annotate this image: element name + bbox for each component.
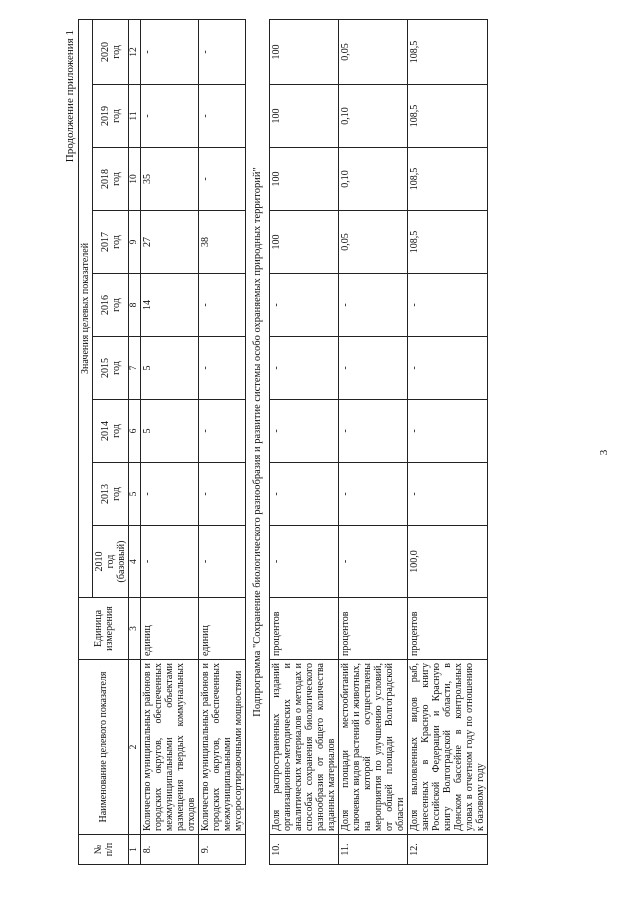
value-cell: - [270, 526, 339, 598]
value-cell: - [141, 19, 199, 84]
column-index: 9 [129, 211, 141, 274]
value-cell: - [199, 274, 246, 337]
value-cell: - [141, 526, 199, 598]
column-index: 10 [129, 148, 141, 211]
header-no: № п/п [79, 835, 129, 865]
column-index: 2 [129, 660, 141, 835]
header-year: 2019 год [93, 85, 129, 148]
value-cell: - [199, 85, 246, 148]
row-number: 8. [141, 835, 199, 865]
value-cell: 100 [270, 85, 339, 148]
row-number: 10. [270, 835, 339, 865]
continuation-label: Продолжение приложения 1 [64, 30, 76, 163]
subprogram-section [246, 19, 270, 864]
value-cell: - [339, 400, 408, 463]
header-row-1 [79, 19, 93, 864]
value-cell: - [339, 526, 408, 598]
row-number: 11. [339, 835, 408, 865]
table-row [199, 19, 246, 864]
header-year: 2010 год (базовый) [93, 526, 129, 598]
row-number: 12. [408, 835, 488, 865]
value-cell: - [270, 400, 339, 463]
column-index: 1 [129, 835, 141, 865]
indicators-table [78, 19, 488, 865]
value-cell: 100,0 [408, 526, 488, 598]
header-name: Наименование целевого показателя [79, 660, 129, 835]
value-cell: - [199, 400, 246, 463]
value-cell: - [408, 400, 488, 463]
header-year: 2020 год [93, 19, 129, 84]
value-cell: 35 [141, 148, 199, 211]
indicator-name: Количество муниципальных районов и городских округов, обеспеченных межмуниципальными мусоросортировочными мощностями [199, 660, 246, 835]
value-cell: - [339, 337, 408, 400]
header-year: 2015 год [93, 337, 129, 400]
value-cell: - [270, 274, 339, 337]
table-body-2 [270, 19, 488, 864]
value-cell: 108,5 [408, 85, 488, 148]
value-cell: 108,5 [408, 211, 488, 274]
header-index-row [129, 19, 141, 864]
indicator-name: Количество муниципальных районов и городских округов, обеспеченных межмуниципальными объектами размещения твердых коммунальных отходов [141, 660, 199, 835]
value-cell: - [141, 463, 199, 526]
value-cell: - [339, 463, 408, 526]
value-cell: - [199, 463, 246, 526]
unit-cell: процентов [270, 598, 339, 660]
header-values-group: Значения целевых показателей [79, 19, 93, 597]
value-cell: 100 [270, 211, 339, 274]
value-cell: - [339, 274, 408, 337]
table-row [141, 19, 199, 864]
subprogram-row [246, 19, 270, 864]
value-cell: - [141, 85, 199, 148]
value-cell: - [270, 463, 339, 526]
table-row [270, 19, 339, 864]
value-cell: - [199, 526, 246, 598]
column-index: 8 [129, 274, 141, 337]
header-unit: Единица измерения [79, 598, 129, 660]
value-cell: 5 [141, 400, 199, 463]
value-cell: 108,5 [408, 148, 488, 211]
table-body-1 [141, 19, 246, 864]
value-cell: 100 [270, 148, 339, 211]
value-cell: - [408, 337, 488, 400]
table-row [339, 19, 408, 864]
column-index: 11 [129, 85, 141, 148]
header-year: 2016 год [93, 274, 129, 337]
header-year: 2018 год [93, 148, 129, 211]
column-index: 3 [129, 598, 141, 660]
value-cell: 0,05 [339, 211, 408, 274]
value-cell: 14 [141, 274, 199, 337]
indicator-name: Доля выловленных видов рыб, занесенных в Красную книгу Российской Федерации и Красную книгу Волгоградской области, в Донском бассейне в контрольных уловах в отчетном году по отношению к базовому году [408, 660, 488, 835]
value-cell: - [199, 19, 246, 84]
value-cell: 38 [199, 211, 246, 274]
unit-cell: процентов [339, 598, 408, 660]
column-index: 5 [129, 463, 141, 526]
column-index: 4 [129, 526, 141, 598]
column-index: 6 [129, 400, 141, 463]
unit-cell: единиц [199, 598, 246, 660]
value-cell: - [199, 337, 246, 400]
value-cell: 0,05 [339, 19, 408, 84]
header-year: 2013 год [93, 463, 129, 526]
header-year: 2017 год [93, 211, 129, 274]
indicator-name: Доля распространенных изданий организационно-методических и аналитических материалов о методах и способах сохранения биологического разнообразия от общего количества изданных материалов [270, 660, 339, 835]
value-cell: 0,10 [339, 85, 408, 148]
column-index: 7 [129, 337, 141, 400]
value-cell: 100 [270, 19, 339, 84]
indicator-name: Доля площади местообитаний ключевых видов растений и животных, на которой осуществлены мероприятия по улучшению условий, от общей площади Волгоградской области [339, 660, 408, 835]
value-cell: - [270, 337, 339, 400]
unit-cell: процентов [408, 598, 488, 660]
subprogram-title: Подпрограмма "Сохранение биологического разнообразия и развитие системы особо охраняемых природных территорий" [246, 19, 270, 864]
value-cell: 5 [141, 337, 199, 400]
row-number: 9. [199, 835, 246, 865]
column-index: 12 [129, 19, 141, 84]
page-number: 3 [598, 449, 610, 456]
table-row [408, 19, 488, 864]
unit-cell: единиц [141, 598, 199, 660]
header-year: 2014 год [93, 400, 129, 463]
value-cell: - [408, 463, 488, 526]
value-cell: - [199, 148, 246, 211]
value-cell: - [408, 274, 488, 337]
value-cell: 27 [141, 211, 199, 274]
value-cell: 0,10 [339, 148, 408, 211]
value-cell: 108,5 [408, 19, 488, 84]
